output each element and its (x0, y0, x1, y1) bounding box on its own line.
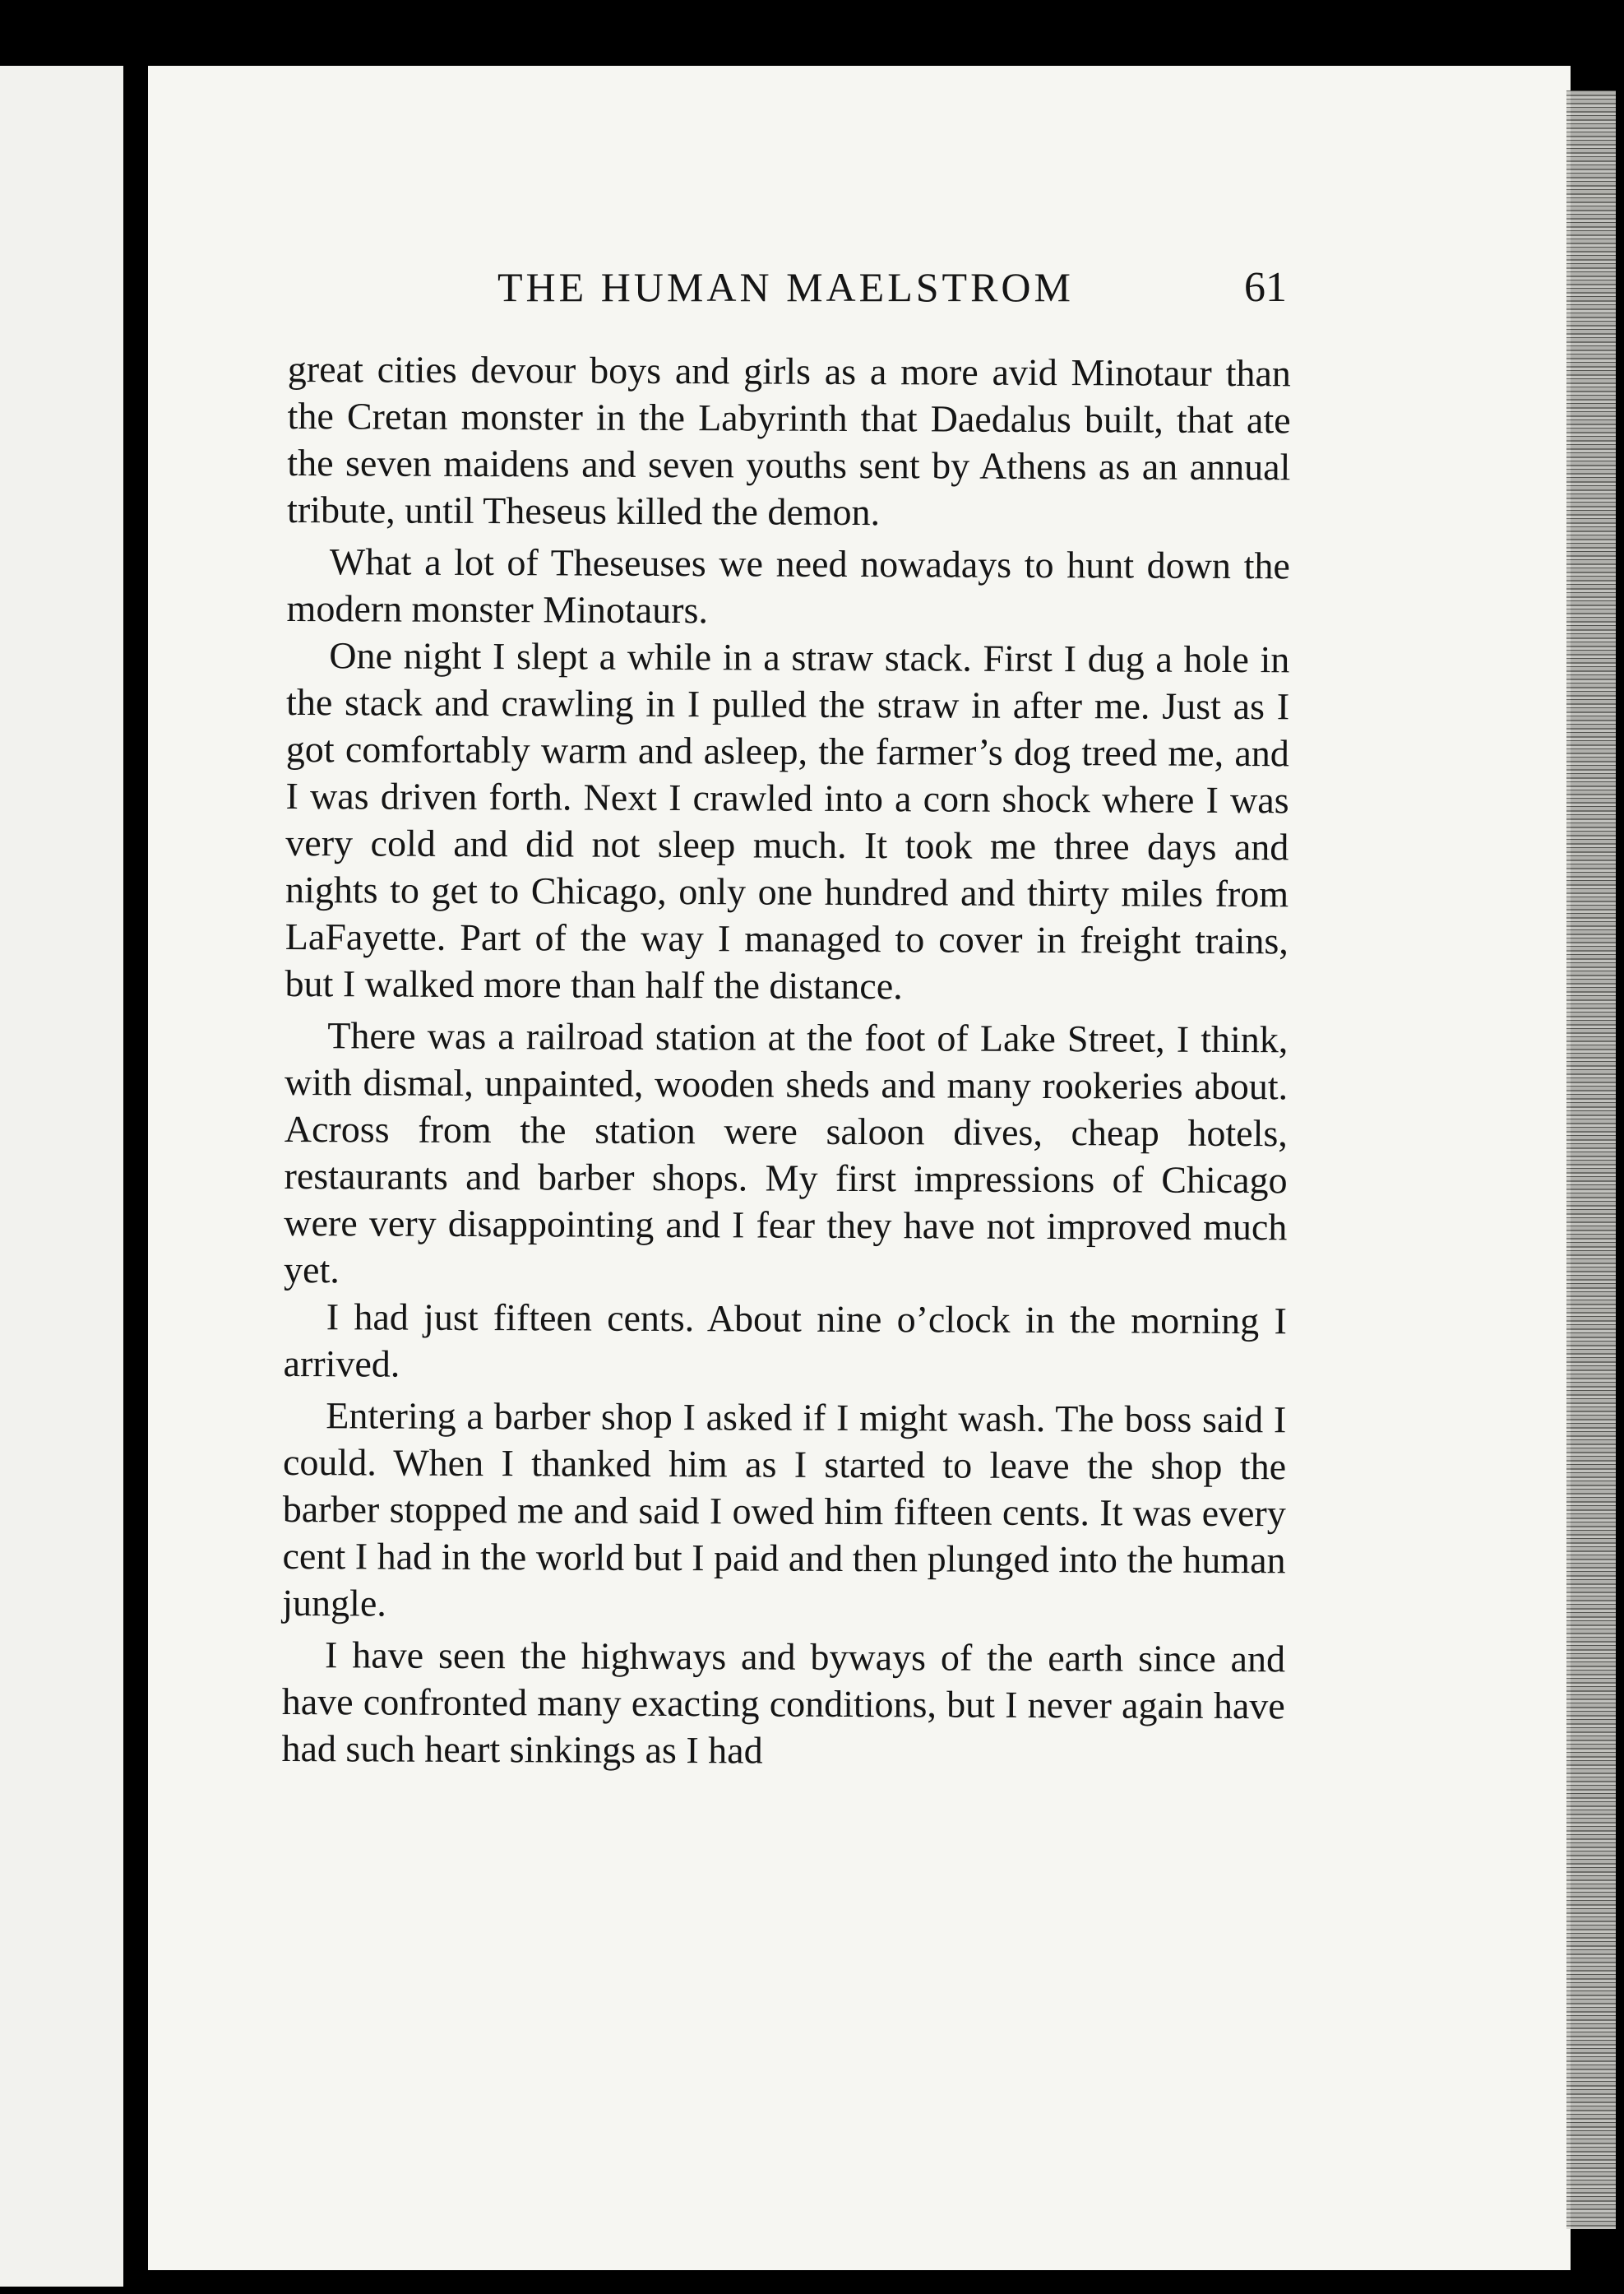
paragraph-6: Entering a barber shop I asked if I might wash. The boss said I could. When I thanked him as I started to leave the shop the barber stopped me and said I owed him fifteen cents. It was every cent I had in the world but I paid and then plunged into the human jungle. (282, 1394, 1287, 1624)
paragraph-1: great cities devour boys and girls as a more avid Minotaur than the Cretan monster in the Labyrinth that Daedalus built, that ate the seven maidens and seven youths sent by Athens as an annual tribute, until Theseus killed the demon. (287, 347, 1291, 534)
book-spine-edge (1566, 90, 1616, 2229)
paragraph-4: There was a railroad station at the foot of Lake Street, I think, with dismal, unpainted, wooden sheds and many rookeries about. Across from the station were saloon dives, cheap hotels, restaurants and barber shops. My first impressions of Chicago were very disappointing and I fear they have not improved much yet. (283, 1014, 1289, 1291)
page-number: 61 (1244, 264, 1287, 311)
paragraph-3: One night I slept a while in a straw stack. First I dug a hole in the stack and crawling in I pulled the straw in after me. Just as I got comfortably warm and asleep, the farmer’s dog treed me, and I was driven forth. Next I crawled into a corn shock where I was very cold and did not sleep much. It took me three days and nights to get to Chicago, only one hundred and thirty miles from LaFayette. Part of the way I managed to cover in freight trains, but I walked more than half the distance. (285, 634, 1290, 1008)
body-text (281, 345, 1291, 1776)
running-head: THE HUMAN MAELSTROM (497, 264, 1074, 310)
paragraph-5: I had just fifteen cents. About nine o’clock in the morning I arrived. (283, 1295, 1287, 1385)
facing-page-edge (0, 66, 123, 2287)
page-header (497, 263, 1287, 329)
paragraph-7: I have seen the highways and byways of the earth since and have confronted many exacting conditions, but I never again have had such heart sinkings as I had (281, 1634, 1286, 1772)
paragraph-2: What a lot of Theseuses we need nowadays to hunt down the modern monster Minotaurs. (286, 540, 1290, 632)
